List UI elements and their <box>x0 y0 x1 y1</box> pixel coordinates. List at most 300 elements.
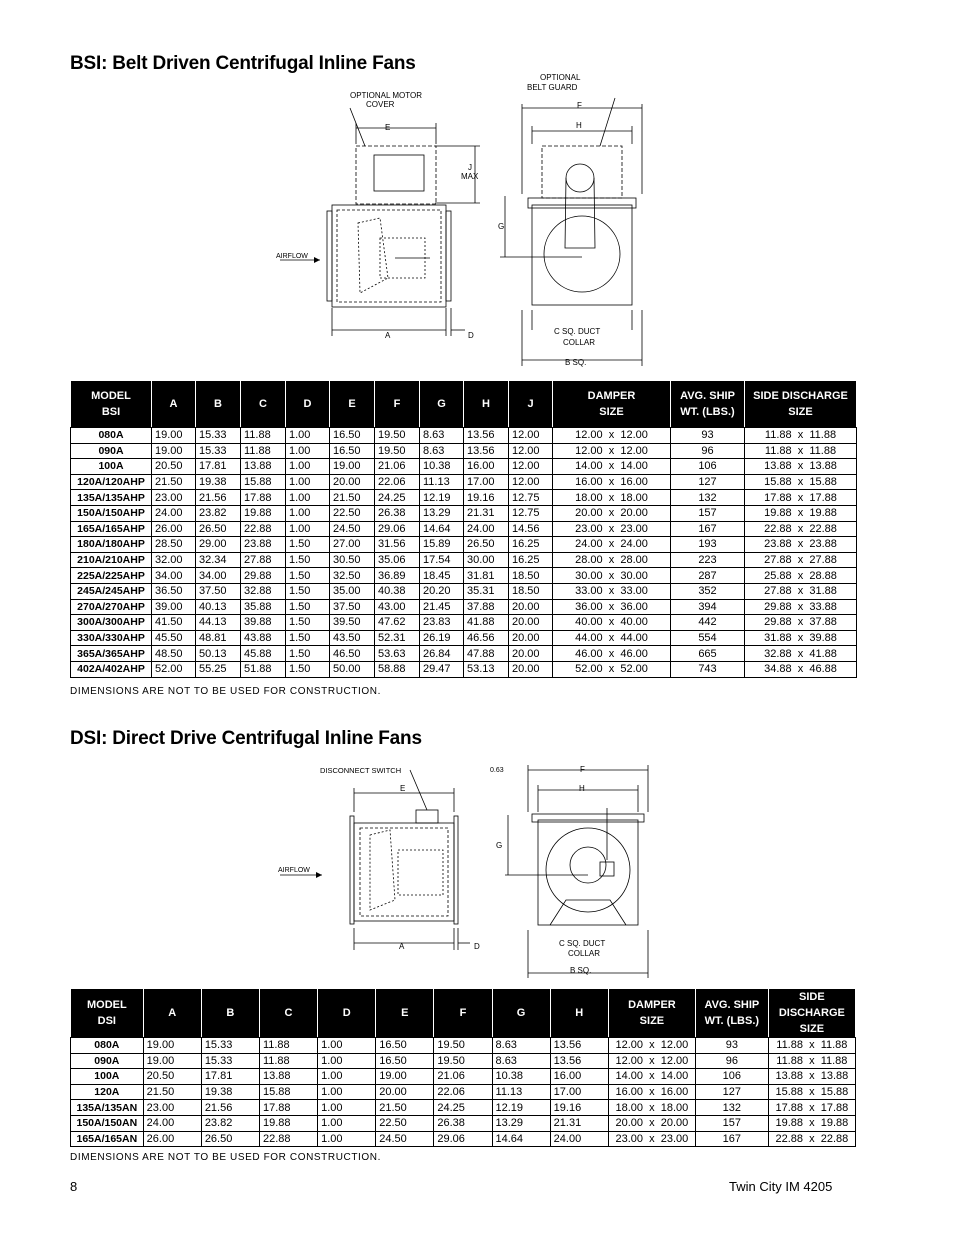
table-cell: 24.25 <box>375 490 420 506</box>
table-cell: 665 <box>671 646 745 662</box>
model-cell: 165A/165AHP <box>71 521 152 537</box>
table-cell: 17.00 <box>550 1084 608 1100</box>
table-cell: 35.00 <box>330 583 375 599</box>
bsi-header-5: E <box>330 381 375 428</box>
table-cell: 12.00 x 12.00 <box>553 428 671 444</box>
model-cell: 180A/180AHP <box>71 537 152 553</box>
table-cell: 24.50 <box>330 521 375 537</box>
table-cell: 32.00 <box>152 552 196 568</box>
table-row <box>71 646 857 662</box>
table-cell: 58.88 <box>375 661 420 677</box>
table-cell: 26.50 <box>201 1131 259 1147</box>
bsi-dimensions-table <box>70 380 857 678</box>
table-cell: 19.50 <box>375 428 420 444</box>
table-cell: 127 <box>671 474 745 490</box>
page-number: 8 <box>70 1179 78 1194</box>
table-cell: 45.88 <box>241 646 286 662</box>
table-cell: 16.50 <box>330 443 375 459</box>
model-cell: 120A <box>71 1084 144 1100</box>
table-cell: 37.50 <box>330 599 375 615</box>
table-cell: 20.00 x 20.00 <box>553 505 671 521</box>
table-cell: 20.00 <box>376 1084 434 1100</box>
table-cell: 13.88 <box>259 1069 317 1085</box>
table-cell: 1.00 <box>318 1053 376 1069</box>
table-cell: 24.00 <box>550 1131 608 1147</box>
table-cell: 23.00 x 23.00 <box>553 521 671 537</box>
table-cell: 394 <box>671 599 745 615</box>
table-cell: 32.34 <box>196 552 241 568</box>
model-cell: 080A <box>71 428 152 444</box>
table-cell: 29.06 <box>434 1131 492 1147</box>
table-cell: 16.00 x 16.00 <box>608 1084 695 1100</box>
table-cell: 12.00 x 12.00 <box>553 443 671 459</box>
table-cell: 12.75 <box>509 490 553 506</box>
table-cell: 12.00 <box>509 474 553 490</box>
table-cell: 29.06 <box>375 521 420 537</box>
table-cell: 23.00 x 23.00 <box>608 1131 695 1147</box>
table-cell: 17.88 x 17.88 <box>768 1100 855 1116</box>
dsi-header-10: AVG. SHIP WT. (LBS.) <box>696 989 769 1038</box>
duct-collar-label-1: C SQ. DUCT <box>554 327 601 336</box>
table-row <box>71 630 857 646</box>
table-cell: 167 <box>696 1131 769 1147</box>
table-cell: 93 <box>696 1038 769 1054</box>
dsi-header-8: H <box>550 989 608 1038</box>
table-cell: 1.50 <box>286 646 330 662</box>
table-cell: 27.88 x 31.88 <box>745 583 857 599</box>
table-cell: 41.50 <box>152 615 196 631</box>
table-cell: 24.25 <box>434 1100 492 1116</box>
bsi-header-3: C <box>241 381 286 428</box>
table-cell: 442 <box>671 615 745 631</box>
table-cell: 44.00 x 44.00 <box>553 630 671 646</box>
dim-h-label: H <box>576 121 582 130</box>
bsi-header-4: D <box>286 381 330 428</box>
table-cell: 20.20 <box>420 583 464 599</box>
table-cell: 15.33 <box>201 1053 259 1069</box>
table-row <box>71 490 857 506</box>
table-row <box>71 1100 856 1116</box>
table-cell: 26.19 <box>420 630 464 646</box>
table-cell: 20.50 <box>152 459 196 475</box>
table-cell: 1.00 <box>286 474 330 490</box>
table-cell: 12.00 <box>509 443 553 459</box>
bsi-header-row <box>71 381 857 428</box>
dsi-dim-063-label: 0.63 <box>490 767 504 774</box>
table-cell: 11.88 x 11.88 <box>745 443 857 459</box>
table-cell: 14.56 <box>509 521 553 537</box>
disconnect-switch-label: DISCONNECT SWITCH <box>320 766 402 775</box>
table-cell: 1.50 <box>286 615 330 631</box>
dim-a-label: A <box>385 331 391 340</box>
table-cell: 16.50 <box>376 1038 434 1054</box>
bsi-header-6: F <box>375 381 420 428</box>
table-cell: 31.81 <box>464 568 509 584</box>
model-cell: 080A <box>71 1038 144 1054</box>
table-cell: 19.00 <box>330 459 375 475</box>
table-cell: 1.00 <box>286 490 330 506</box>
table-cell: 19.16 <box>550 1100 608 1116</box>
table-cell: 12.75 <box>509 505 553 521</box>
table-cell: 21.56 <box>201 1100 259 1116</box>
table-cell: 46.56 <box>464 630 509 646</box>
model-cell: 245A/245AHP <box>71 583 152 599</box>
table-cell: 44.13 <box>196 615 241 631</box>
table-cell: 26.50 <box>196 521 241 537</box>
table-row <box>71 474 857 490</box>
table-cell: 18.00 x 18.00 <box>553 490 671 506</box>
table-cell: 28.00 x 28.00 <box>553 552 671 568</box>
table-cell: 22.50 <box>330 505 375 521</box>
table-cell: 8.63 <box>420 428 464 444</box>
table-cell: 23.88 <box>241 537 286 553</box>
table-cell: 13.88 x 13.88 <box>768 1069 855 1085</box>
table-cell: 31.88 x 39.88 <box>745 630 857 646</box>
table-cell: 32.88 <box>241 583 286 599</box>
table-cell: 287 <box>671 568 745 584</box>
table-cell: 17.88 <box>241 490 286 506</box>
table-cell: 31.56 <box>375 537 420 553</box>
table-cell: 46.00 x 46.00 <box>553 646 671 662</box>
table-cell: 47.62 <box>375 615 420 631</box>
table-cell: 46.50 <box>330 646 375 662</box>
table-cell: 53.63 <box>375 646 420 662</box>
table-cell: 19.00 <box>376 1069 434 1085</box>
table-cell: 39.00 <box>152 599 196 615</box>
table-cell: 29.88 x 33.88 <box>745 599 857 615</box>
dsi-dim-e-label: E <box>400 784 406 793</box>
table-cell: 8.63 <box>420 443 464 459</box>
table-cell: 1.00 <box>286 459 330 475</box>
table-cell: 1.50 <box>286 537 330 553</box>
table-cell: 51.88 <box>241 661 286 677</box>
table-cell: 12.00 <box>509 428 553 444</box>
table-cell: 47.88 <box>464 646 509 662</box>
table-cell: 32.50 <box>330 568 375 584</box>
table-cell: 1.00 <box>318 1115 376 1131</box>
table-cell: 15.33 <box>196 443 241 459</box>
bsi-header-8: H <box>464 381 509 428</box>
table-cell: 24.00 x 24.00 <box>553 537 671 553</box>
belt-guard-label-1: OPTIONAL <box>540 73 581 82</box>
table-cell: 11.13 <box>420 474 464 490</box>
table-cell: 23.83 <box>420 615 464 631</box>
bsi-header-11: AVG. SHIP WT. (LBS.) <box>671 381 745 428</box>
table-cell: 93 <box>671 428 745 444</box>
dsi-dimension-drawing <box>270 760 670 985</box>
table-cell: 34.88 x 46.88 <box>745 661 857 677</box>
table-cell: 29.47 <box>420 661 464 677</box>
table-cell: 29.88 <box>241 568 286 584</box>
table-cell: 50.00 <box>330 661 375 677</box>
dsi-dim-f-label: F <box>580 765 585 774</box>
table-cell: 21.45 <box>420 599 464 615</box>
table-cell: 52.00 x 52.00 <box>553 661 671 677</box>
table-cell: 21.56 <box>196 490 241 506</box>
table-cell: 1.00 <box>286 443 330 459</box>
bsi-header-2: B <box>196 381 241 428</box>
dsi-header-4: D <box>318 989 376 1038</box>
bsi-header-7: G <box>420 381 464 428</box>
table-cell: 22.88 <box>259 1131 317 1147</box>
table-cell: 32.88 x 41.88 <box>745 646 857 662</box>
table-cell: 1.00 <box>286 428 330 444</box>
table-cell: 20.00 <box>509 661 553 677</box>
table-cell: 15.33 <box>201 1038 259 1054</box>
table-cell: 19.38 <box>201 1084 259 1100</box>
table-cell: 20.50 <box>143 1069 201 1085</box>
dsi-header-3: C <box>259 989 317 1038</box>
table-cell: 1.50 <box>286 630 330 646</box>
table-cell: 11.13 <box>492 1084 550 1100</box>
table-cell: 48.81 <box>196 630 241 646</box>
table-cell: 50.13 <box>196 646 241 662</box>
table-cell: 17.00 <box>464 474 509 490</box>
motor-cover-label-1: OPTIONAL MOTOR <box>350 91 423 100</box>
model-cell: 330A/330AHP <box>71 630 152 646</box>
model-cell: 210A/210AHP <box>71 552 152 568</box>
table-cell: 15.33 <box>196 428 241 444</box>
table-cell: 18.00 x 18.00 <box>608 1100 695 1116</box>
table-cell: 16.50 <box>330 428 375 444</box>
model-cell: 100A <box>71 1069 144 1085</box>
table-cell: 352 <box>671 583 745 599</box>
table-cell: 43.50 <box>330 630 375 646</box>
dsi-dim-d-label: D <box>474 942 480 951</box>
duct-collar-label-2: COLLAR <box>563 338 596 347</box>
dsi-header-2: B <box>201 989 259 1038</box>
table-cell: 12.00 x 12.00 <box>608 1053 695 1069</box>
table-cell: 23.00 <box>152 490 196 506</box>
table-cell: 193 <box>671 537 745 553</box>
table-cell: 23.88 x 23.88 <box>745 537 857 553</box>
table-cell: 21.06 <box>375 459 420 475</box>
table-cell: 1.00 <box>318 1038 376 1054</box>
table-row <box>71 615 857 631</box>
table-cell: 11.88 <box>241 443 286 459</box>
table-cell: 29.88 x 37.88 <box>745 615 857 631</box>
table-cell: 13.56 <box>550 1038 608 1054</box>
table-cell: 19.88 <box>259 1115 317 1131</box>
table-cell: 18.50 <box>509 568 553 584</box>
table-cell: 223 <box>671 552 745 568</box>
dsi-header-9: DAMPER SIZE <box>608 989 695 1038</box>
table-cell: 15.88 <box>241 474 286 490</box>
model-cell: 270A/270AHP <box>71 599 152 615</box>
table-cell: 53.13 <box>464 661 509 677</box>
table-cell: 17.54 <box>420 552 464 568</box>
table-cell: 23.00 <box>143 1100 201 1116</box>
model-cell: 300A/300AHP <box>71 615 152 631</box>
table-cell: 15.88 <box>259 1084 317 1100</box>
table-cell: 30.00 <box>464 552 509 568</box>
table-cell: 24.50 <box>376 1131 434 1147</box>
table-cell: 37.88 <box>464 599 509 615</box>
table-cell: 20.00 <box>509 599 553 615</box>
dsi-header-row <box>71 989 856 1038</box>
model-cell: 135A/135AHP <box>71 490 152 506</box>
table-cell: 19.38 <box>196 474 241 490</box>
model-cell: 090A <box>71 443 152 459</box>
model-cell: 402A/402AHP <box>71 661 152 677</box>
dsi-dim-h-label: H <box>579 784 585 793</box>
table-cell: 30.00 x 30.00 <box>553 568 671 584</box>
table-cell: 96 <box>671 443 745 459</box>
table-cell: 21.50 <box>330 490 375 506</box>
table-cell: 40.13 <box>196 599 241 615</box>
table-cell: 10.38 <box>492 1069 550 1085</box>
table-cell: 13.56 <box>550 1053 608 1069</box>
table-cell: 132 <box>671 490 745 506</box>
table-cell: 19.00 <box>152 443 196 459</box>
table-cell: 10.38 <box>420 459 464 475</box>
dsi-construction-note: DIMENSIONS ARE NOT TO BE USED FOR CONSTRUCTION. <box>70 1152 382 1163</box>
table-cell: 18.50 <box>509 583 553 599</box>
table-cell: 19.00 <box>143 1038 201 1054</box>
table-cell: 24.00 <box>464 521 509 537</box>
table-row <box>71 1115 856 1131</box>
table-cell: 12.00 <box>509 459 553 475</box>
table-cell: 19.88 <box>241 505 286 521</box>
table-cell: 1.50 <box>286 552 330 568</box>
dsi-title: DSI: Direct Drive Centrifugal Inline Fans <box>70 728 422 749</box>
model-cell: 150A/150AN <box>71 1115 144 1131</box>
table-cell: 167 <box>671 521 745 537</box>
table-cell: 24.00 <box>143 1115 201 1131</box>
table-cell: 1.00 <box>286 505 330 521</box>
table-row <box>71 537 857 553</box>
table-cell: 30.50 <box>330 552 375 568</box>
model-cell: 100A <box>71 459 152 475</box>
table-cell: 20.00 <box>509 615 553 631</box>
bsi-header-0: MODEL BSI <box>71 381 152 428</box>
table-cell: 26.84 <box>420 646 464 662</box>
dsi-header-0: MODEL DSI <box>71 989 144 1038</box>
table-row <box>71 599 857 615</box>
dsi-header-11: SIDE DISCHARGE SIZE <box>768 989 855 1038</box>
table-cell: 27.88 x 27.88 <box>745 552 857 568</box>
dim-f-label: F <box>577 101 582 110</box>
dsi-dim-g-label: G <box>496 841 503 850</box>
dim-b-label: B SQ. <box>565 358 587 367</box>
table-cell: 1.00 <box>318 1084 376 1100</box>
table-cell: 19.50 <box>434 1038 492 1054</box>
model-cell: 135A/135AN <box>71 1100 144 1116</box>
table-row <box>71 1131 856 1147</box>
table-cell: 27.00 <box>330 537 375 553</box>
table-cell: 43.00 <box>375 599 420 615</box>
table-cell: 11.88 x 11.88 <box>768 1038 855 1054</box>
table-cell: 41.88 <box>464 615 509 631</box>
table-cell: 19.16 <box>464 490 509 506</box>
table-cell: 22.88 x 22.88 <box>745 521 857 537</box>
table-row <box>71 1038 856 1054</box>
dsi-dim-a-label: A <box>399 942 405 951</box>
table-cell: 17.81 <box>196 459 241 475</box>
dsi-header-5: E <box>376 989 434 1038</box>
table-cell: 29.00 <box>196 537 241 553</box>
table-cell: 17.81 <box>201 1069 259 1085</box>
table-cell: 20.00 <box>509 630 553 646</box>
dim-g-label: G <box>498 222 505 231</box>
table-cell: 21.50 <box>143 1084 201 1100</box>
table-cell: 1.00 <box>318 1131 376 1147</box>
table-cell: 16.25 <box>509 552 553 568</box>
table-cell: 19.88 x 19.88 <box>768 1115 855 1131</box>
table-cell: 743 <box>671 661 745 677</box>
table-cell: 14.64 <box>420 521 464 537</box>
table-cell: 16.00 <box>464 459 509 475</box>
table-cell: 40.00 x 40.00 <box>553 615 671 631</box>
bsi-dimension-drawing <box>270 68 670 373</box>
table-cell: 23.82 <box>196 505 241 521</box>
dsi-dim-b-label: B SQ. <box>570 966 592 975</box>
dsi-header-6: F <box>434 989 492 1038</box>
model-cell: 165A/165AN <box>71 1131 144 1147</box>
table-cell: 8.63 <box>492 1038 550 1054</box>
table-cell: 106 <box>696 1069 769 1085</box>
table-cell: 26.38 <box>375 505 420 521</box>
table-cell: 34.00 <box>196 568 241 584</box>
dsi-duct-collar-label-1: C SQ. DUCT <box>559 939 606 948</box>
table-cell: 22.88 <box>241 521 286 537</box>
table-row <box>71 1069 856 1085</box>
table-cell: 13.88 <box>241 459 286 475</box>
table-cell: 15.89 <box>420 537 464 553</box>
table-cell: 20.00 <box>330 474 375 490</box>
table-cell: 96 <box>696 1053 769 1069</box>
table-cell: 15.88 x 15.88 <box>768 1084 855 1100</box>
table-cell: 17.88 <box>259 1100 317 1116</box>
table-cell: 24.00 <box>152 505 196 521</box>
table-cell: 21.50 <box>376 1100 434 1116</box>
table-row <box>71 428 857 444</box>
table-cell: 1.50 <box>286 583 330 599</box>
table-cell: 23.82 <box>201 1115 259 1131</box>
document-id: Twin City IM 4205 <box>729 1179 833 1194</box>
table-row <box>71 505 857 521</box>
model-cell: 365A/365AHP <box>71 646 152 662</box>
dsi-header-1: A <box>143 989 201 1038</box>
table-cell: 43.88 <box>241 630 286 646</box>
bsi-header-9: J <box>509 381 553 428</box>
table-cell: 11.88 x 11.88 <box>745 428 857 444</box>
dim-e-label: E <box>385 123 391 132</box>
table-cell: 19.50 <box>434 1053 492 1069</box>
bsi-header-12: SIDE DISCHARGE SIZE <box>745 381 857 428</box>
table-cell: 26.00 <box>143 1131 201 1147</box>
table-cell: 1.50 <box>286 568 330 584</box>
table-cell: 16.50 <box>376 1053 434 1069</box>
table-cell: 21.50 <box>152 474 196 490</box>
model-cell: 225A/225AHP <box>71 568 152 584</box>
table-cell: 52.31 <box>375 630 420 646</box>
table-cell: 13.29 <box>492 1115 550 1131</box>
model-cell: 150A/150AHP <box>71 505 152 521</box>
table-cell: 132 <box>696 1100 769 1116</box>
table-cell: 19.88 x 19.88 <box>745 505 857 521</box>
table-cell: 36.50 <box>152 583 196 599</box>
table-cell: 25.88 x 28.88 <box>745 568 857 584</box>
table-cell: 106 <box>671 459 745 475</box>
table-cell: 1.00 <box>286 521 330 537</box>
table-row <box>71 459 857 475</box>
table-cell: 14.00 x 14.00 <box>553 459 671 475</box>
table-cell: 36.89 <box>375 568 420 584</box>
table-cell: 1.50 <box>286 599 330 615</box>
table-cell: 19.50 <box>375 443 420 459</box>
table-cell: 19.00 <box>143 1053 201 1069</box>
